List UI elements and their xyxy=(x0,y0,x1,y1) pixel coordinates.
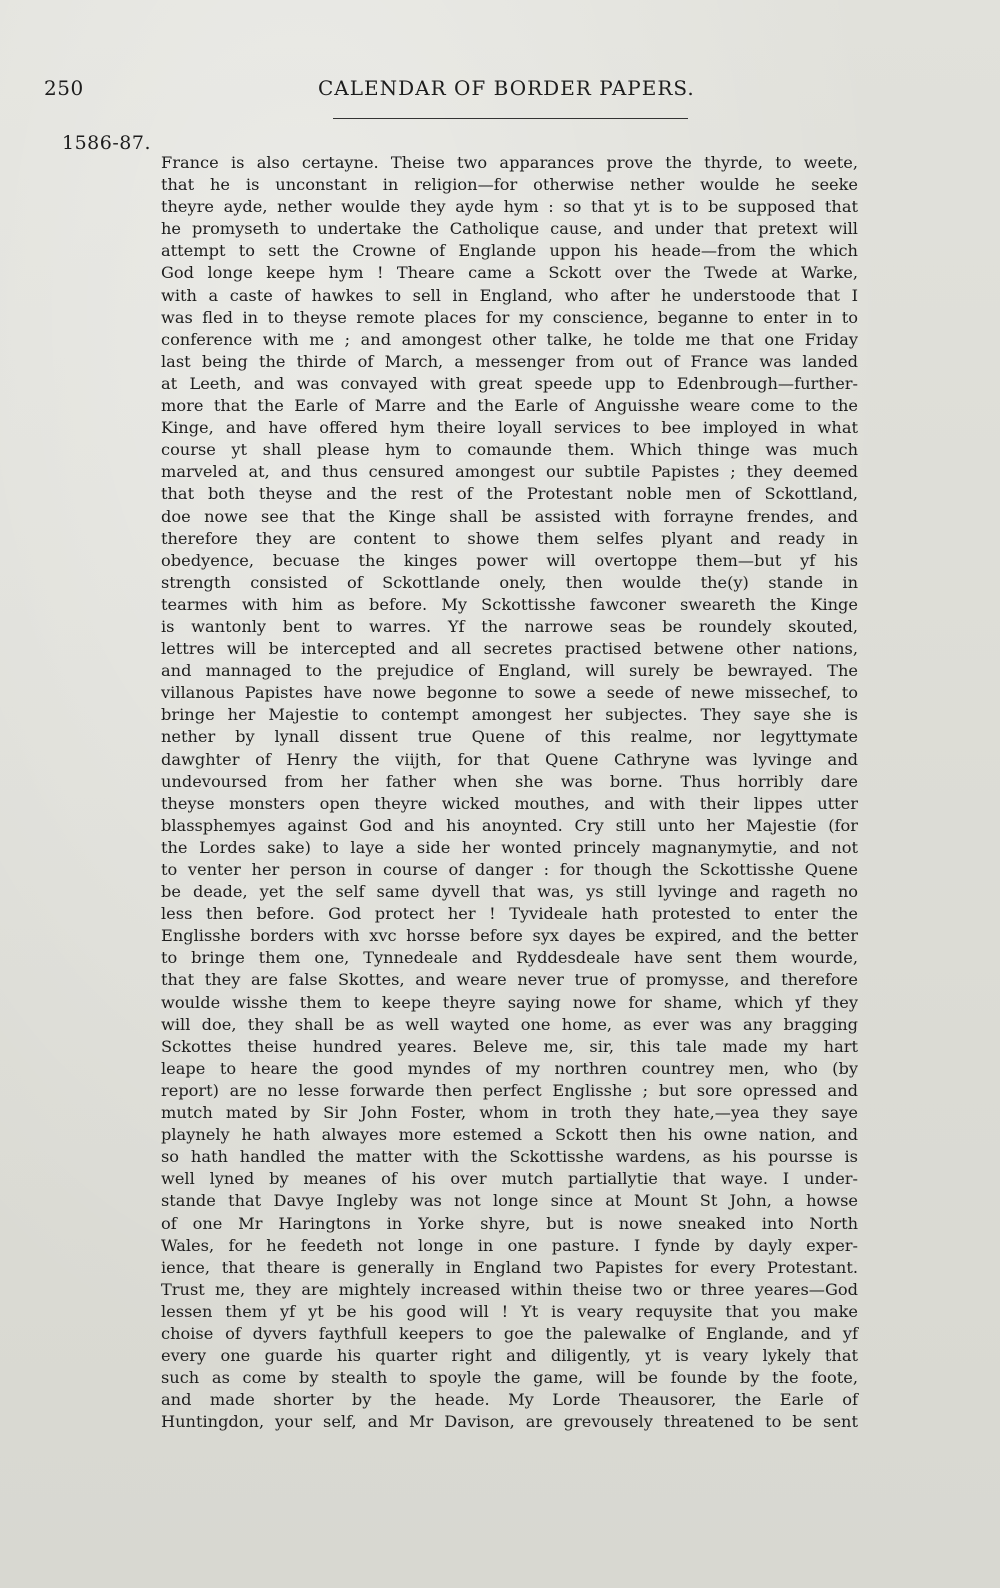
text-line: with a caste of hawkes to sell in England, who after he understoode that I xyxy=(161,285,858,305)
text-line: and mannaged to the prejudice of England, will surely be bewrayed. The xyxy=(161,661,858,681)
text-line: every one guarde his quarter right and diligently, yt is veary lykely that xyxy=(161,1346,858,1366)
body-text xyxy=(161,152,858,1433)
text-line: he promyseth to undertake the Catholique cause, and under that pretext will xyxy=(161,219,858,239)
text-line: Kinge, and have offered hym theire loyall services to bee imployed in what xyxy=(161,418,858,438)
text-line: doe nowe see that the Kinge shall be assisted with forrayne frendes, and xyxy=(161,506,858,526)
text-line: Trust me, they are mightely increased within theise two or three yeares—God xyxy=(161,1279,858,1299)
text-line: theyse monsters open theyre wicked mouthes, and with their lippes utter xyxy=(161,793,858,813)
text-line: obedyence, becuase the kinges power will overtoppe them—but yf his xyxy=(161,550,858,570)
text-line: course yt shall please hym to comaunde them. Which thinge was much xyxy=(161,440,858,460)
header-rule xyxy=(333,118,688,119)
text-line: Sckottes theise hundred yeares. Beleve me, sir, this tale made my hart xyxy=(161,1036,858,1056)
text-line: the Lordes sake) to laye a side her wonted princely magnanymytie, and not xyxy=(161,837,858,857)
text-line: be deade, yet the self same dyvell that was, ys still lyvinge and rageth no xyxy=(161,882,858,902)
text-line: theyre ayde, nether woulde they ayde hym : so that yt is to be supposed that xyxy=(161,197,858,217)
text-line: is wantonly bent to warres. Yf the narrowe seas be roundely skouted, xyxy=(161,616,858,636)
text-line: attempt to sett the Crowne of Englande uppon his heade—from the which xyxy=(161,241,858,261)
text-line: to venter her person in course of danger : for though the Sckottisshe Quene xyxy=(161,860,858,879)
text-line: playnely he hath alwayes more estemed a Sckott then his owne nation, and xyxy=(161,1125,858,1145)
text-line: at Leeth, and was convayed with great speede upp to Edenbrough—further- xyxy=(161,373,858,393)
margin-year: 1586-87. xyxy=(62,132,151,154)
text-line: lettres will be intercepted and all secretes practised betwene other nations, xyxy=(161,639,858,659)
text-line: woulde wisshe them to keepe theyre saying nowe for shame, which yf they xyxy=(161,992,858,1012)
running-head: CALENDAR OF BORDER PAPERS. xyxy=(318,76,695,100)
text-line: Englisshe borders with xvc horsse before syx dayes be expired, and the better xyxy=(161,926,858,946)
text-line: and made shorter by the heade. My Lorde Theausorer, the Earle of xyxy=(161,1390,858,1410)
text-line: such as come by stealth to spoyle the game, will be founde by the foote, xyxy=(161,1368,858,1388)
text-line: that they are false Skottes, and weare never true of promysse, and therefore xyxy=(161,970,858,990)
text-line: marveled at, and thus censured amongest our subtile Papistes ; they deemed xyxy=(161,462,858,482)
text-line: leape to heare the good myndes of my northren countrey men, who (by xyxy=(161,1058,858,1078)
text-line: choise of dyvers faythfull keepers to goe the palewalke of Englande, and yf xyxy=(161,1323,858,1343)
text-line: conference with me ; and amongest other talke, he tolde me that one Friday xyxy=(161,329,858,349)
text-line: blassphemyes against God and his anoynted. Cry still unto her Majestie (for xyxy=(161,815,858,835)
text-line: France is also certayne. Theise two apparances prove the thyrde, to weete, xyxy=(161,153,858,172)
text-line: of one Mr Haringtons in Yorke shyre, but is nowe sneaked into North xyxy=(161,1213,858,1233)
text-line: ience, that theare is generally in England two Papistes for every Protestant. xyxy=(161,1257,858,1277)
text-line: report) are no lesse forwarde then perfect Englisshe ; but sore opressed and xyxy=(161,1080,858,1100)
text-line: was fled in to theyse remote places for my conscience, beganne to enter in to xyxy=(161,307,858,327)
text-line: that both theyse and the rest of the Protestant noble men of Sckottland, xyxy=(161,484,858,504)
text-line: nether by lynall dissent true Quene of this realme, nor legyttymate xyxy=(161,727,858,747)
text-line: tearmes with him as before. My Sckottisshe fawconer sweareth the Kinge xyxy=(161,594,858,614)
text-line: God longe keepe hym ! Theare came a Sckott over the Twede at Warke, xyxy=(161,263,858,283)
text-line: more that the Earle of Marre and the Earle of Anguisshe weare come to the xyxy=(161,396,858,416)
text-line: that he is unconstant in religion—for otherwise nether woulde he seeke xyxy=(161,175,858,195)
text-line: mutch mated by Sir John Foster, whom in troth they hate,—yea they saye xyxy=(161,1103,858,1123)
text-line: less then before. God protect her ! Tyvideale hath protested to enter the xyxy=(161,904,858,924)
text-line: stande that Davye Ingleby was not longe since at Mount St John, a howse xyxy=(161,1191,858,1211)
text-line: bringe her Majestie to contempt amongest her subjectes. They saye she is xyxy=(161,705,858,725)
text-line: lessen them yf yt be his good will ! Yt is veary requysite that you make xyxy=(161,1301,858,1321)
text-line: well lyned by meanes of his over mutch partiallytie that waye. I under- xyxy=(161,1169,858,1189)
text-line: Huntingdon, your self, and Mr Davison, are grevousely threatened to be sent xyxy=(161,1412,858,1432)
text-line: dawghter of Henry the viijth, for that Quene Cathryne was lyvinge and xyxy=(161,749,858,769)
text-line: villanous Papistes have nowe begonne to sowe a seede of newe missechef, to xyxy=(161,683,858,703)
text-line: will doe, they shall be as well wayted one home, as ever was any bragging xyxy=(161,1014,858,1034)
text-line: to bringe them one, Tynnedeale and Ryddesdeale have sent them wourde, xyxy=(161,948,858,968)
text-line: undevoursed from her father when she was borne. Thus horribly dare xyxy=(161,771,858,791)
page-number: 250 xyxy=(44,76,84,100)
text-line: so hath handled the matter with the Sckottisshe wardens, as his poursse is xyxy=(161,1147,858,1167)
text-line: Wales, for he feedeth not longe in one pasture. I fynde by dayly exper- xyxy=(161,1235,858,1255)
text-line: last being the thirde of March, a messenger from out of France was landed xyxy=(161,351,858,371)
text-line: strength consisted of Sckottlande onely, then woulde the(y) stande in xyxy=(161,572,858,592)
text-line: therefore they are content to showe them selfes plyant and ready in xyxy=(161,528,858,548)
